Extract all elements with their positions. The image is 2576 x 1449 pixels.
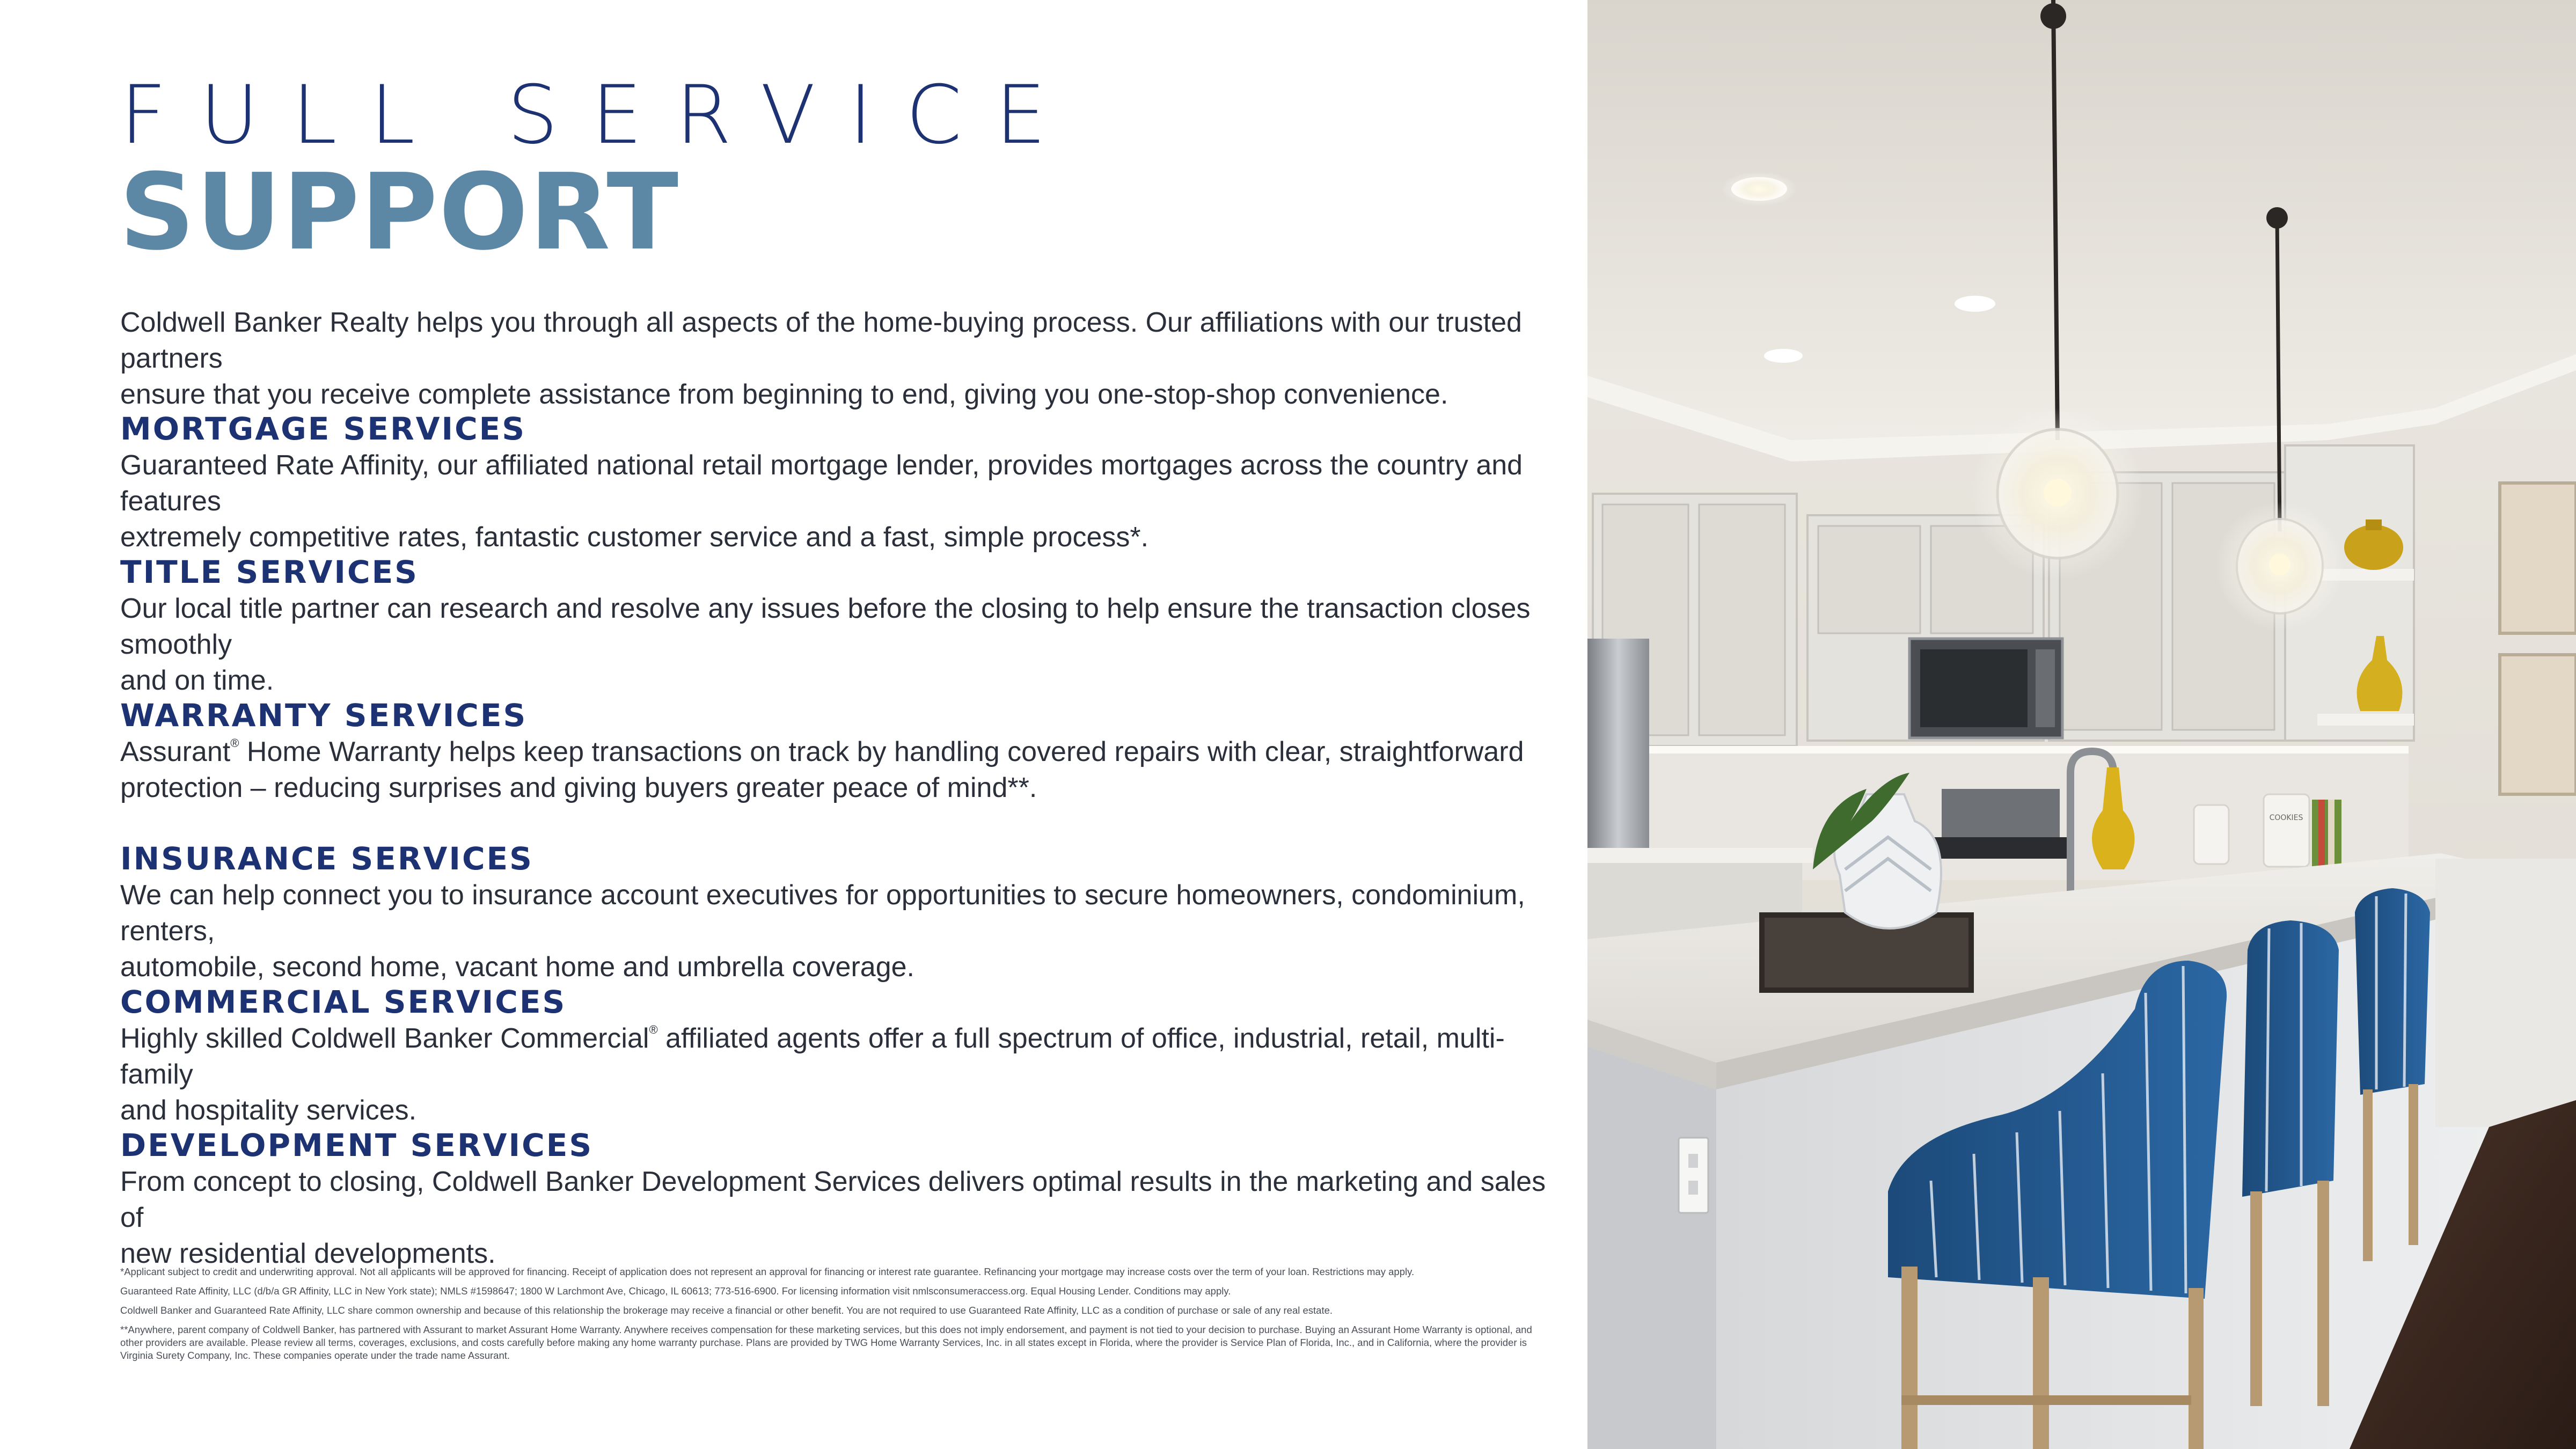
section-insurance (120, 840, 1548, 985)
section-body (120, 1021, 1548, 1129)
section-body-line-2: automobile, second home, vacant home and umbrella coverage. (120, 952, 914, 983)
footnote: Guaranteed Rate Affinity, LLC (d/b/a GR Affinity, LLC in New York state); NMLS #1598647; 1800 W Larchmont Ave, Chicago, IL 60613; 773-516-6900. For licensing information visit nmlsconsumeraccess.org. Equal Housing Lender. Conditions may apply. (120, 1285, 1231, 1297)
section-body-line-2: and hospitality services. (120, 1095, 417, 1126)
section-body-line-2: protection – reducing surprises and giving buyers greater peace of mind**. (120, 772, 1037, 803)
section-body (120, 1164, 1548, 1272)
section-body (120, 591, 1548, 699)
section-body-text: Highly skilled Coldwell Banker Commercial (120, 1023, 649, 1054)
heading-line-1: FULL SERVICE (120, 69, 1080, 162)
section-commercial (120, 983, 1548, 1129)
intro-paragraph (120, 305, 1548, 413)
section-title: WARRANTY SERVICES (120, 697, 528, 734)
section-development (120, 1126, 1548, 1272)
section-body-line-2: new residential developments. (120, 1238, 496, 1269)
section-title-services (120, 553, 1548, 699)
section-mortgage (120, 410, 1548, 555)
section-body-text: Home Warranty helps keep transactions on track by handling covered repairs with clear, straightforward (239, 736, 1524, 767)
section-body-line-2: extremely competitive rates, fantastic customer service and a fast, simple process*. (120, 522, 1149, 553)
section-body-text: Assurant (120, 736, 231, 767)
section-title: COMMERCIAL SERVICES (120, 984, 567, 1020)
section-title: TITLE SERVICES (120, 554, 419, 590)
section-body-text: affiliated agents offer a full spectrum of office, industrial, retail, multi-family (120, 1023, 1505, 1090)
footnotes (120, 1265, 1537, 1368)
heading-line-2: SUPPORT (119, 151, 680, 274)
section-body (120, 877, 1548, 985)
intro-line-1: Coldwell Banker Realty helps you through all aspects of the home-buying process. Our affiliations with our trusted partners (120, 307, 1522, 374)
intro-line-2: ensure that you receive complete assistance from beginning to end, giving you one-stop-shop convenience. (120, 379, 1448, 410)
section-title: MORTGAGE SERVICES (120, 411, 526, 447)
section-body-line-2: and on time. (120, 665, 274, 696)
section-body-line-1: Guaranteed Rate Affinity, our affiliated national retail mortgage lender, provides mortgages across the country and features (120, 450, 1523, 517)
section-body-line-1: From concept to closing, Coldwell Banker Development Services delivers optimal results in the marketing and sales of (120, 1166, 1546, 1233)
section-body-line-1: We can help connect you to insurance account executives for opportunities to secure homeowners, condominium, renters, (120, 880, 1525, 947)
section-body (120, 448, 1548, 555)
footnote: **Anywhere, parent company of Coldwell Banker, has partnered with Assurant to market Assurant Home Warranty. Anywhere receives compensation for these marketing services, but this does not imply endorsement, and payment is not tied to your decision to purchase. Buying an Assurant Home Warranty is optional, and other providers are available. Please review all terms, coverages, exclusions, and costs carefully before making any home warranty purchase. Plans are provided by TWG Home Warranty Services, Inc. in all states except in Florida, where the provider is Service Plan of Florida, Inc., and in California, where the provider is Virginia Surety Company, Inc. These companies operate under the trade name Assurant. (120, 1324, 1532, 1361)
registered-mark: ® (649, 1023, 658, 1036)
section-warranty (120, 697, 1548, 806)
section-title: DEVELOPMENT SERVICES (120, 1127, 594, 1163)
registered-mark: ® (230, 736, 239, 750)
canister-label: COOKIES (2269, 814, 2303, 822)
footnote: *Applicant subject to credit and underwriting approval. Not all applicants will be approved for financing. Receipt of application does not represent an approval for financing or interest rate guarantee. Refinancing your mortgage may increase costs over the term of your loan. Restrictions may apply. (120, 1266, 1415, 1277)
section-body (120, 734, 1548, 806)
footnote: Coldwell Banker and Guaranteed Rate Affinity, LLC share common ownership and because of this relationship the brokerage may receive a financial or other benefit. You are not required to use Guaranteed Rate Affinity, LLC as a condition of purchase or sale of any real estate. (120, 1305, 1333, 1316)
section-body-line-1: Our local title partner can research and resolve any issues before the closing to help ensure the transaction closes smoothly (120, 593, 1531, 660)
section-title: INSURANCE SERVICES (120, 840, 533, 877)
kitchen-photo (1587, 0, 2576, 1449)
